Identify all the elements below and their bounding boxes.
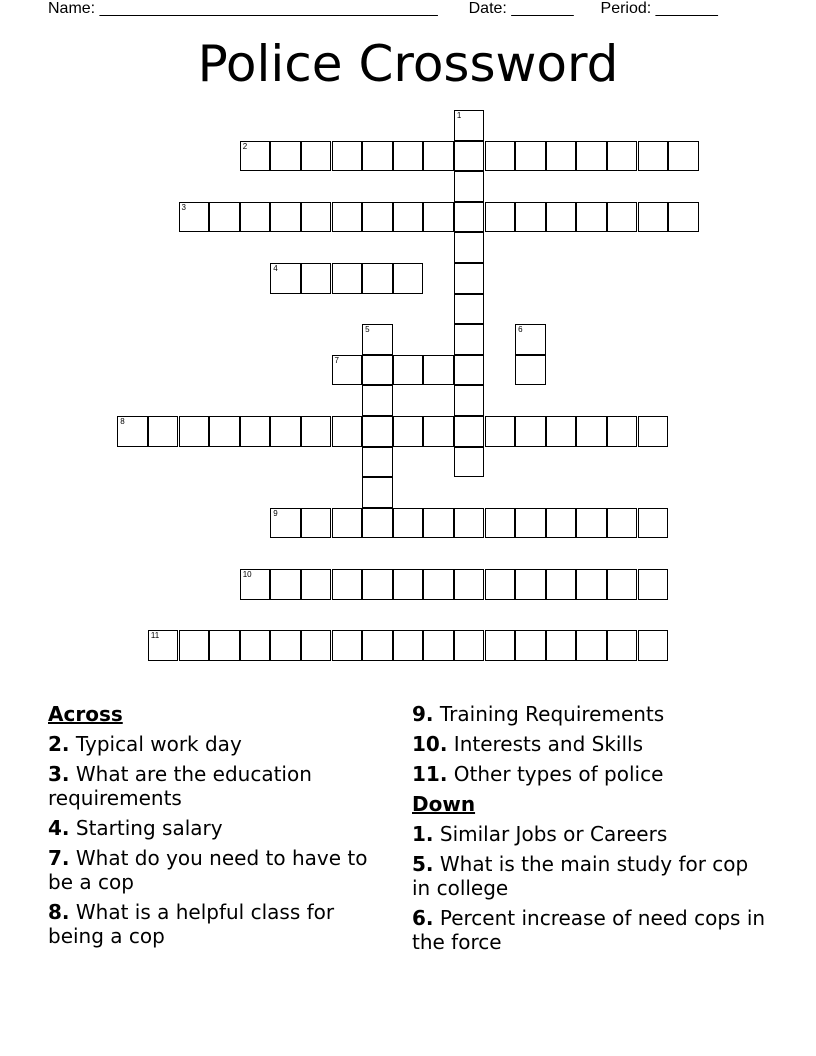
crossword-cell[interactable] bbox=[515, 416, 546, 447]
crossword-cell[interactable] bbox=[393, 141, 424, 172]
crossword-cell[interactable] bbox=[423, 202, 454, 233]
clue-across: 8. What is a helpful class for being a cop bbox=[48, 900, 335, 948]
crossword-cell[interactable] bbox=[546, 569, 577, 600]
crossword-cell[interactable] bbox=[362, 202, 393, 233]
crossword-cell[interactable] bbox=[240, 141, 271, 172]
crossword-cell[interactable] bbox=[423, 630, 454, 661]
crossword-cell[interactable] bbox=[179, 202, 210, 233]
crossword-cell[interactable] bbox=[362, 447, 393, 478]
clue-across: 3. What are the education requirements bbox=[48, 762, 312, 810]
crossword-cell[interactable] bbox=[148, 416, 179, 447]
crossword-cell[interactable] bbox=[515, 324, 546, 355]
clue-number: 9 bbox=[273, 508, 278, 518]
crossword-cell[interactable] bbox=[454, 508, 485, 539]
clue-down: 1. Similar Jobs or Careers bbox=[412, 822, 668, 846]
crossword-cell[interactable] bbox=[393, 569, 424, 600]
crossword-cell[interactable] bbox=[332, 141, 363, 172]
crossword-cell[interactable] bbox=[332, 355, 363, 386]
crossword-cell[interactable] bbox=[454, 447, 485, 478]
crossword-cell[interactable] bbox=[301, 569, 332, 600]
crossword-cell[interactable] bbox=[423, 508, 454, 539]
clue-number: 3 bbox=[181, 202, 186, 212]
crossword-cell[interactable] bbox=[270, 416, 301, 447]
crossword-cell[interactable] bbox=[270, 141, 301, 172]
crossword-cell[interactable] bbox=[362, 141, 393, 172]
crossword-cell[interactable] bbox=[117, 416, 148, 447]
crossword-cell[interactable] bbox=[454, 416, 485, 447]
crossword-cell[interactable] bbox=[638, 141, 669, 172]
crossword-cell[interactable] bbox=[454, 263, 485, 294]
crossword-cell[interactable] bbox=[546, 141, 577, 172]
crossword-cell[interactable] bbox=[607, 141, 638, 172]
crossword-cell[interactable] bbox=[485, 569, 516, 600]
clue-down: 5. What is the main study for cop in college bbox=[412, 852, 749, 900]
clue-across: 4. Starting salary bbox=[48, 816, 223, 840]
clue-number: 5 bbox=[365, 325, 370, 335]
crossword-cell[interactable] bbox=[576, 508, 607, 539]
date-field-label[interactable]: Date: _______ bbox=[468, 0, 574, 17]
crossword-cell[interactable] bbox=[240, 202, 271, 233]
crossword-cell[interactable] bbox=[485, 141, 516, 172]
crossword-cell[interactable] bbox=[393, 263, 424, 294]
crossword-cell[interactable] bbox=[362, 630, 393, 661]
crossword-cell[interactable] bbox=[362, 324, 393, 355]
crossword-cell[interactable] bbox=[301, 141, 332, 172]
clues-left-column bbox=[48, 702, 388, 954]
clue-down: 6. Percent increase of need cops in the force bbox=[412, 906, 766, 954]
crossword-cell[interactable] bbox=[515, 355, 546, 386]
crossword-cell[interactable] bbox=[362, 569, 393, 600]
crossword-cell[interactable] bbox=[607, 508, 638, 539]
crossword-cell[interactable] bbox=[454, 324, 485, 355]
clue-number: 8 bbox=[120, 417, 125, 426]
clues-right-column bbox=[412, 702, 772, 960]
crossword-cell[interactable] bbox=[332, 202, 363, 233]
crossword-cell[interactable] bbox=[454, 202, 485, 233]
crossword-cell[interactable] bbox=[301, 416, 332, 447]
crossword-cell[interactable] bbox=[179, 630, 210, 661]
crossword-cell[interactable] bbox=[485, 630, 516, 661]
crossword-cell[interactable] bbox=[607, 630, 638, 661]
page-title: Police Crossword bbox=[197, 35, 619, 93]
crossword-cell[interactable] bbox=[454, 141, 485, 172]
crossword-cell[interactable] bbox=[546, 202, 577, 233]
clue-number: 11 bbox=[150, 631, 160, 641]
crossword-cell[interactable] bbox=[393, 416, 424, 447]
crossword-cell[interactable] bbox=[546, 508, 577, 539]
crossword-cell[interactable] bbox=[485, 202, 516, 233]
period-field-label[interactable]: Period: _______ bbox=[600, 0, 718, 17]
clue-number: 6 bbox=[518, 325, 523, 335]
crossword-cell[interactable] bbox=[240, 416, 271, 447]
crossword-cell[interactable] bbox=[301, 263, 332, 294]
crossword-cell[interactable] bbox=[423, 355, 454, 386]
crossword-cell[interactable] bbox=[209, 416, 240, 447]
crossword-cell[interactable] bbox=[240, 569, 271, 600]
crossword-cell[interactable] bbox=[270, 630, 301, 661]
down-heading: Down bbox=[412, 792, 476, 816]
crossword-cell[interactable] bbox=[607, 569, 638, 600]
clue-across: 2. Typical work day bbox=[48, 732, 242, 756]
crossword-cell[interactable] bbox=[332, 569, 363, 600]
crossword-cell[interactable] bbox=[148, 630, 179, 661]
crossword-cell[interactable] bbox=[668, 202, 699, 233]
clue-across: 9. Training Requirements bbox=[412, 702, 665, 726]
crossword-cell[interactable] bbox=[576, 202, 607, 233]
crossword-cell[interactable] bbox=[485, 416, 516, 447]
crossword-cell[interactable] bbox=[515, 141, 546, 172]
crossword-cell[interactable] bbox=[515, 202, 546, 233]
crossword-cell[interactable] bbox=[423, 141, 454, 172]
clue-across: 10. Interests and Skills bbox=[412, 732, 643, 756]
crossword-cell[interactable] bbox=[546, 416, 577, 447]
crossword-cell[interactable] bbox=[576, 416, 607, 447]
crossword-cell[interactable] bbox=[209, 202, 240, 233]
crossword-cell[interactable] bbox=[638, 630, 669, 661]
crossword-cell[interactable] bbox=[638, 416, 669, 447]
crossword-cell[interactable] bbox=[393, 355, 424, 386]
crossword-cell[interactable] bbox=[576, 630, 607, 661]
crossword-cell[interactable] bbox=[270, 263, 301, 294]
crossword-cell[interactable] bbox=[454, 232, 485, 263]
crossword-cell[interactable] bbox=[240, 630, 271, 661]
crossword-cell[interactable] bbox=[454, 110, 485, 141]
across-heading: Across bbox=[48, 702, 123, 726]
crossword-cell[interactable] bbox=[638, 569, 669, 600]
crossword-cell[interactable] bbox=[393, 630, 424, 661]
crossword-cell[interactable] bbox=[179, 416, 210, 447]
crossword-cell[interactable] bbox=[270, 202, 301, 233]
clue-number: 4 bbox=[273, 264, 278, 273]
crossword-cell[interactable] bbox=[454, 630, 485, 661]
crossword-cell[interactable] bbox=[362, 508, 393, 539]
crossword-cell[interactable] bbox=[454, 569, 485, 600]
crossword-cell[interactable] bbox=[423, 569, 454, 600]
crossword-cell[interactable] bbox=[515, 569, 546, 600]
crossword-cell[interactable] bbox=[209, 630, 240, 661]
crossword-cell[interactable] bbox=[454, 355, 485, 386]
crossword-cell[interactable] bbox=[362, 416, 393, 447]
crossword-cell[interactable] bbox=[332, 508, 363, 539]
crossword-cell[interactable] bbox=[332, 416, 363, 447]
crossword-cell[interactable] bbox=[607, 416, 638, 447]
clue-number: 7 bbox=[334, 355, 339, 365]
crossword-cell[interactable] bbox=[362, 263, 393, 294]
crossword-cell[interactable] bbox=[301, 202, 332, 233]
crossword-cell[interactable] bbox=[576, 141, 607, 172]
clue-number: 1 bbox=[456, 111, 462, 120]
crossword-cell[interactable] bbox=[270, 508, 301, 539]
crossword-cell[interactable] bbox=[393, 202, 424, 233]
crossword-cell[interactable] bbox=[607, 202, 638, 233]
crossword-cell[interactable] bbox=[423, 416, 454, 447]
crossword-cell[interactable] bbox=[362, 477, 393, 508]
crossword-cell[interactable] bbox=[454, 171, 485, 202]
crossword-cell[interactable] bbox=[576, 569, 607, 600]
crossword-cell[interactable] bbox=[270, 569, 301, 600]
clue-across: 11. Other types of police bbox=[412, 762, 664, 786]
clue-number: 2 bbox=[242, 141, 248, 151]
crossword-cell[interactable] bbox=[454, 385, 485, 416]
crossword-cell[interactable] bbox=[301, 630, 332, 661]
crossword-cell[interactable] bbox=[362, 385, 393, 416]
crossword-cell[interactable] bbox=[515, 630, 546, 661]
header-line bbox=[48, 0, 718, 18]
crossword-cell[interactable] bbox=[362, 355, 393, 386]
crossword-cell[interactable] bbox=[546, 630, 577, 661]
crossword-cell[interactable] bbox=[393, 508, 424, 539]
crossword-cell[interactable] bbox=[668, 141, 699, 172]
crossword-cell[interactable] bbox=[332, 630, 363, 661]
crossword-cell[interactable] bbox=[332, 263, 363, 294]
clue-across: 7. What do you need to have to be a cop bbox=[48, 846, 368, 894]
crossword-cell[interactable] bbox=[515, 508, 546, 539]
crossword-cell[interactable] bbox=[301, 508, 332, 539]
crossword-cell[interactable] bbox=[638, 202, 669, 233]
crossword-cell[interactable] bbox=[485, 508, 516, 539]
crossword-cell[interactable] bbox=[638, 508, 669, 539]
name-field-label[interactable]: Name: ______________________________________ bbox=[48, 0, 438, 17]
crossword-cell[interactable] bbox=[454, 294, 485, 325]
clue-number: 10 bbox=[242, 570, 252, 579]
